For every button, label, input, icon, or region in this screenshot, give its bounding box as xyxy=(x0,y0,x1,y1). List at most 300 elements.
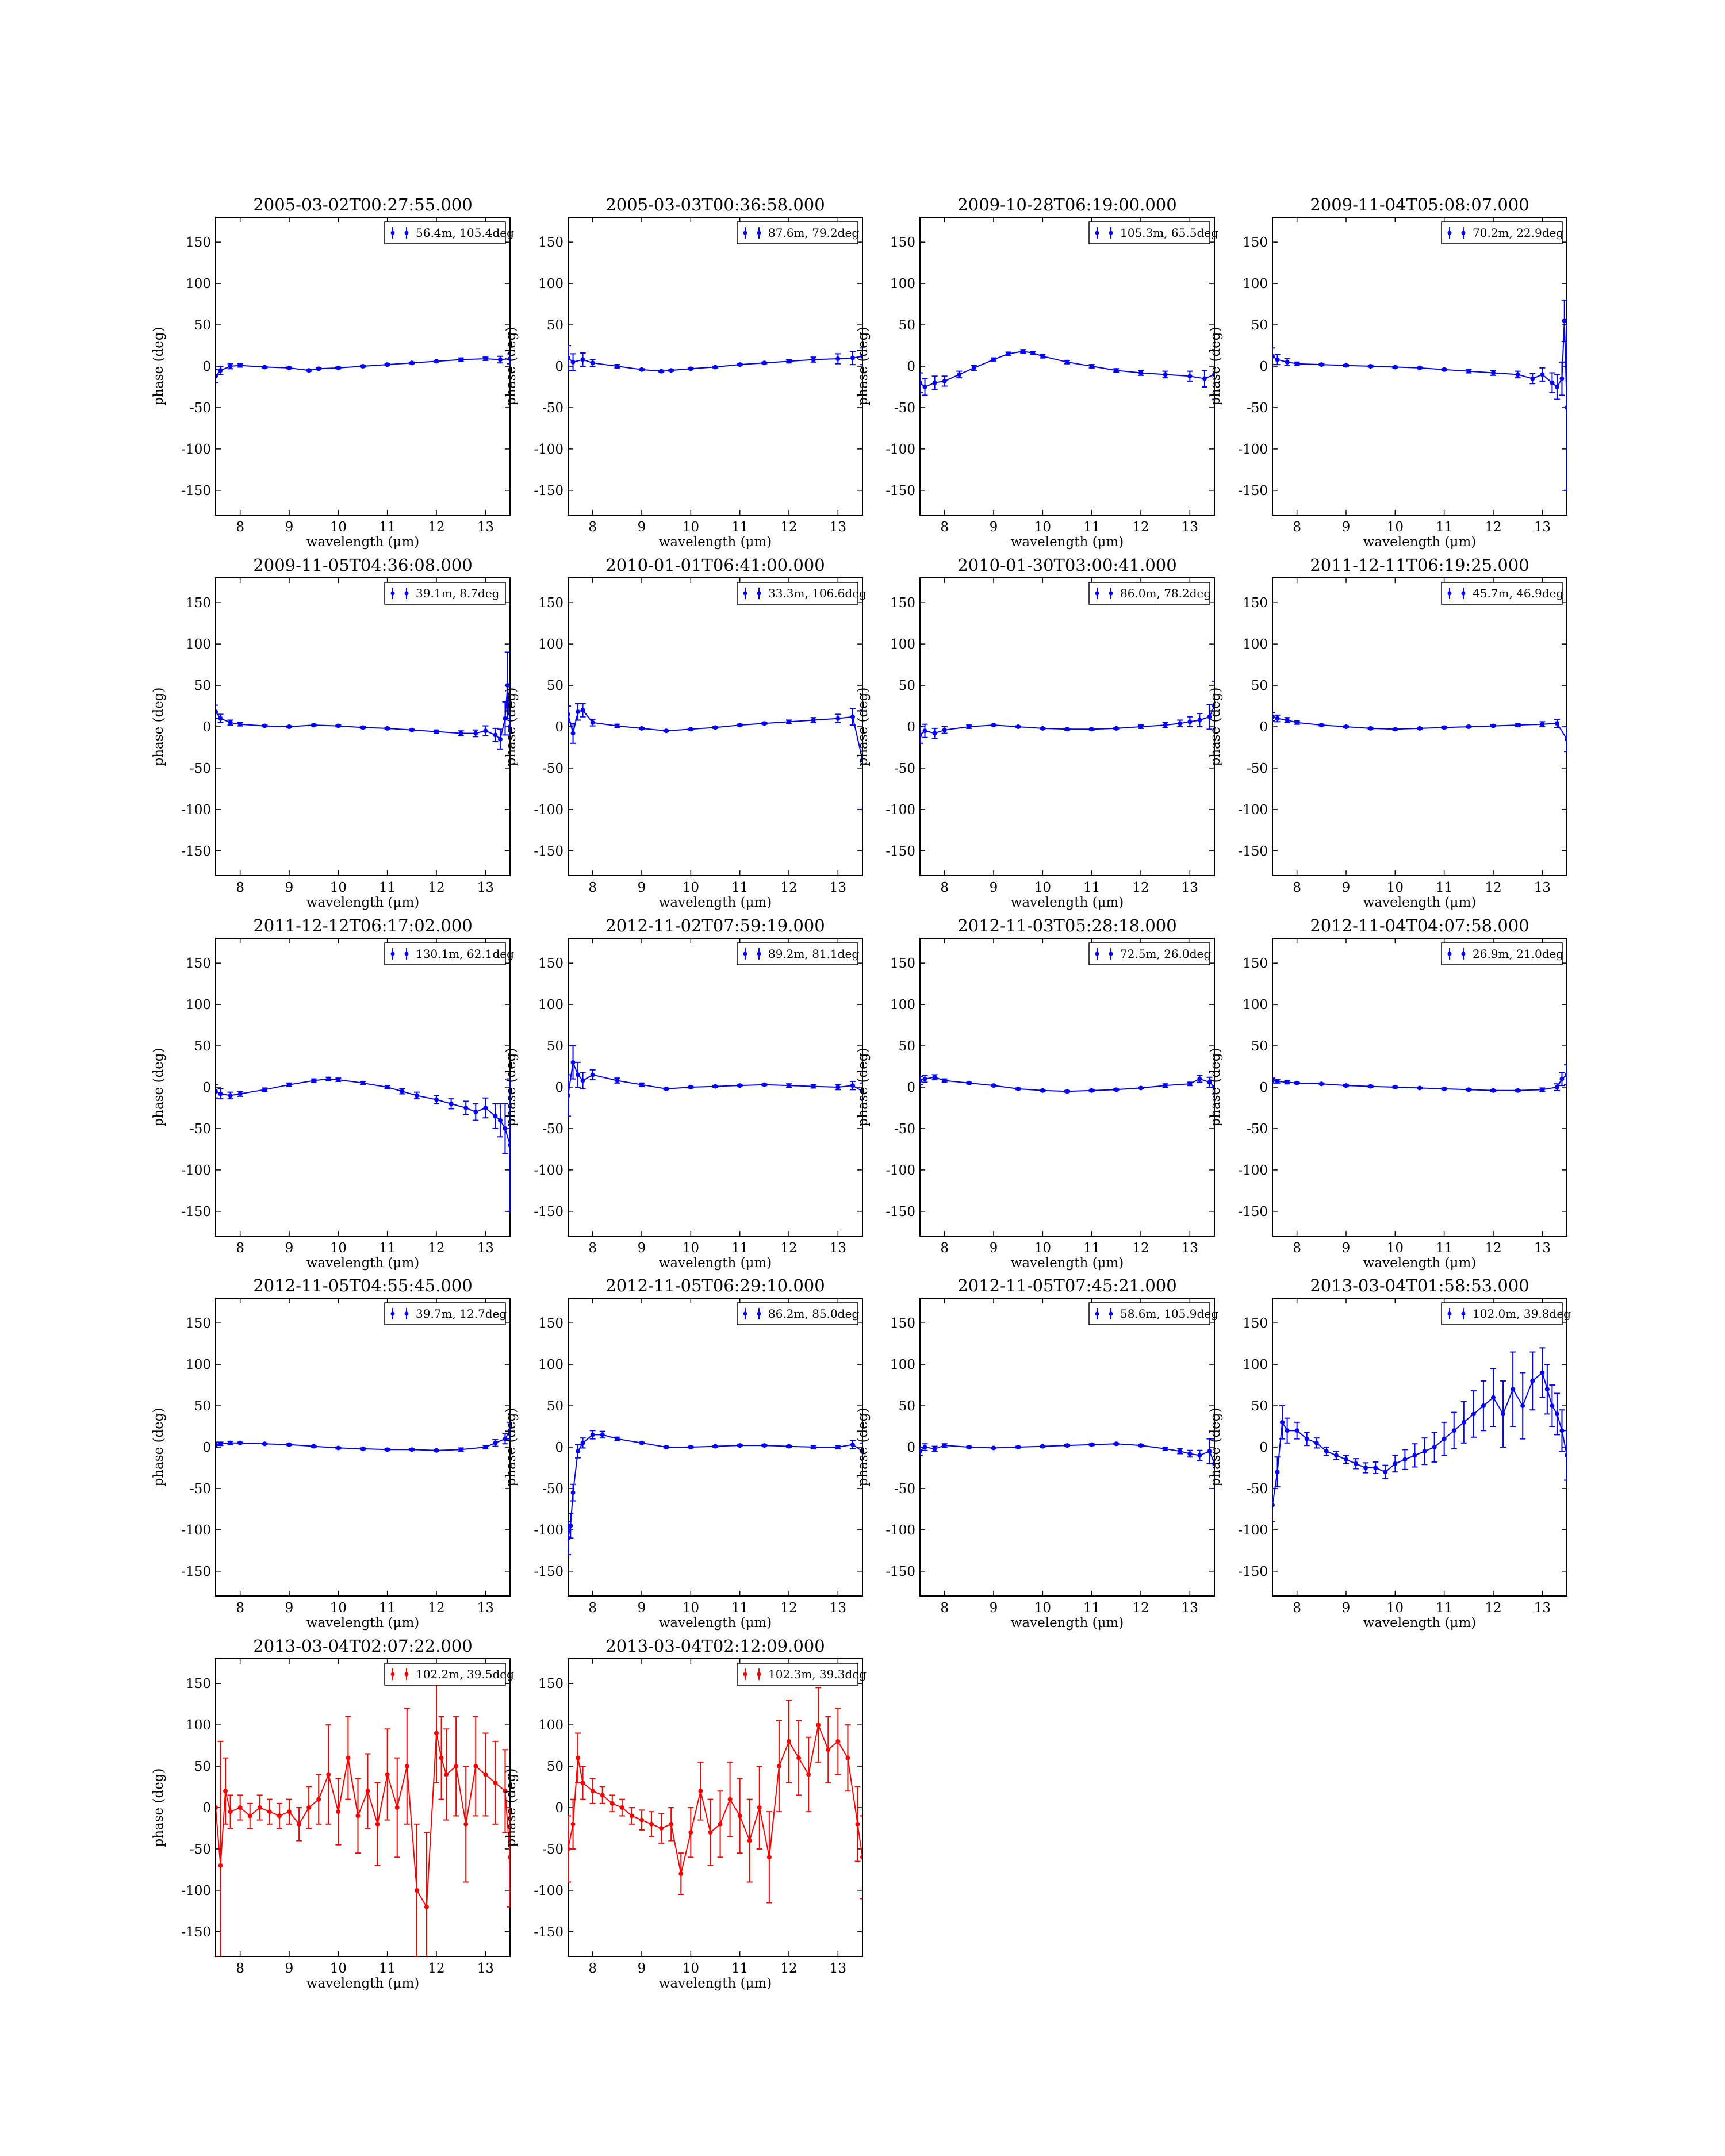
subplot-5 xyxy=(151,555,513,910)
legend-marker-point xyxy=(1109,952,1113,956)
data-point xyxy=(728,1797,733,1802)
data-point xyxy=(1344,724,1348,729)
data-point xyxy=(600,1432,605,1437)
data-point xyxy=(336,724,340,728)
data-point xyxy=(1285,1080,1290,1084)
data-point xyxy=(688,727,693,731)
data-point xyxy=(238,1805,243,1810)
y-tick-label: 100 xyxy=(1243,637,1268,653)
data-point xyxy=(923,1445,927,1449)
y-tick-label: 150 xyxy=(1243,235,1268,251)
y-axis-label: phase (deg) xyxy=(151,687,166,766)
x-tick-label: 9 xyxy=(989,880,998,895)
x-tick-label: 13 xyxy=(829,520,846,535)
data-point xyxy=(591,1432,595,1437)
y-tick-label: -50 xyxy=(542,1121,564,1137)
data-point xyxy=(566,1847,570,1851)
data-point xyxy=(571,1060,576,1065)
data-point xyxy=(967,1445,971,1449)
x-tick-label: 11 xyxy=(379,880,396,895)
y-tick-label: 0 xyxy=(1259,720,1268,735)
data-point xyxy=(483,356,488,361)
data-point xyxy=(738,1813,742,1818)
x-tick-label: 11 xyxy=(731,1241,749,1256)
y-tick-label: 50 xyxy=(546,1399,564,1414)
data-point xyxy=(713,365,718,369)
x-tick-label: 13 xyxy=(1534,880,1551,895)
data-point xyxy=(1555,1085,1559,1089)
subplot-title: 2011-12-12T06:17:02.000 xyxy=(253,916,473,935)
subplot-title: 2013-03-04T02:07:22.000 xyxy=(253,1636,473,1656)
y-axis-label: phase (deg) xyxy=(151,1768,166,1847)
y-tick-label: -50 xyxy=(894,1481,915,1497)
subplot-title: 2011-12-11T06:19:25.000 xyxy=(1310,555,1529,575)
data-point xyxy=(669,368,673,373)
data-point xyxy=(409,360,414,365)
axes-frame xyxy=(216,938,510,1236)
y-tick-label: 150 xyxy=(538,956,564,972)
data-point xyxy=(1187,1081,1192,1086)
subplot-14 xyxy=(504,1276,865,1631)
data-point xyxy=(1114,1087,1118,1092)
data-point xyxy=(409,1447,414,1452)
data-point xyxy=(498,1118,503,1123)
legend xyxy=(1442,222,1563,244)
subplot-title: 2012-11-05T06:29:10.000 xyxy=(605,1276,825,1295)
data-point xyxy=(213,1089,218,1094)
data-point xyxy=(1280,1420,1285,1425)
x-tick-label: 8 xyxy=(236,1961,244,1976)
legend-marker-point xyxy=(1448,231,1452,235)
subplot-8 xyxy=(1208,555,1570,910)
y-tick-label: 150 xyxy=(890,596,915,611)
data-point xyxy=(213,1805,218,1810)
data-point xyxy=(1442,725,1447,730)
data-point xyxy=(1442,1437,1447,1441)
data-point xyxy=(991,723,996,727)
y-tick-label: -150 xyxy=(181,1924,211,1940)
x-tick-label: 9 xyxy=(637,1241,646,1256)
data-point xyxy=(1090,727,1094,731)
y-tick-label: 150 xyxy=(890,956,915,972)
data-point xyxy=(1383,1470,1387,1474)
y-axis-label: phase (deg) xyxy=(504,1768,519,1847)
legend-marker-point xyxy=(757,952,761,956)
x-tick-label: 9 xyxy=(285,1601,294,1616)
y-tick-label: 0 xyxy=(555,1080,564,1095)
data-point xyxy=(615,724,619,728)
data-point xyxy=(1319,723,1324,727)
data-point xyxy=(1065,1443,1070,1448)
data-point xyxy=(639,726,644,731)
data-point xyxy=(1197,1453,1202,1457)
data-point xyxy=(787,1739,791,1744)
subplot-title: 2009-11-04T05:08:07.000 xyxy=(1310,195,1529,214)
legend-marker-point xyxy=(391,1672,395,1677)
data-point xyxy=(505,683,510,688)
data-point xyxy=(1417,726,1422,731)
x-tick-label: 9 xyxy=(989,1601,998,1616)
data-point xyxy=(957,372,961,377)
y-tick-label: -150 xyxy=(885,1204,915,1219)
y-tick-label: -150 xyxy=(181,843,211,859)
data-point xyxy=(1090,364,1094,369)
data-point xyxy=(1295,362,1300,366)
y-tick-label: 0 xyxy=(202,1440,211,1455)
x-tick-label: 10 xyxy=(682,1241,699,1256)
data-point xyxy=(493,1781,497,1785)
y-tick-label: 150 xyxy=(538,596,564,611)
data-point xyxy=(1565,737,1569,742)
data-point xyxy=(312,1078,316,1083)
data-point xyxy=(850,1083,855,1088)
subplot-title: 2005-03-02T00:27:55.000 xyxy=(253,195,473,214)
y-tick-label: 0 xyxy=(202,359,211,374)
legend-label: 102.3m, 39.3deg xyxy=(768,1667,867,1681)
legend-marker-point xyxy=(1095,231,1099,235)
data-point xyxy=(1040,354,1045,359)
y-axis-label: phase (deg) xyxy=(1208,1048,1223,1127)
data-point xyxy=(1501,1411,1505,1416)
data-point xyxy=(1016,1087,1021,1091)
data-point xyxy=(454,1764,458,1768)
legend-marker-point xyxy=(405,231,409,235)
data-point xyxy=(1466,369,1471,374)
y-tick-label: 50 xyxy=(546,678,564,694)
data-point xyxy=(459,1447,463,1452)
data-point xyxy=(688,1085,693,1089)
data-point xyxy=(312,1444,316,1449)
subplot-11 xyxy=(856,916,1217,1271)
x-tick-label: 13 xyxy=(1181,1601,1198,1616)
legend xyxy=(385,1663,514,1685)
y-tick-label: 50 xyxy=(194,1039,211,1054)
data-point xyxy=(850,356,855,360)
y-tick-label: 50 xyxy=(194,1399,211,1414)
data-point xyxy=(991,357,996,362)
data-point xyxy=(796,1756,801,1760)
data-point xyxy=(1432,1445,1437,1449)
y-tick-label: -50 xyxy=(542,1481,564,1497)
data-point xyxy=(493,1441,497,1445)
data-point xyxy=(1275,716,1280,721)
data-point xyxy=(228,1441,233,1445)
legend xyxy=(1089,943,1211,965)
data-point xyxy=(835,1739,840,1744)
y-tick-label: -150 xyxy=(534,1564,564,1579)
data-point xyxy=(218,1863,223,1868)
data-point xyxy=(581,357,585,362)
y-tick-label: -100 xyxy=(534,802,564,818)
data-point xyxy=(483,1106,488,1110)
data-point xyxy=(1555,1411,1559,1416)
data-point xyxy=(1516,372,1520,377)
data-point xyxy=(218,368,223,373)
x-axis-label: wavelength (μm) xyxy=(1010,895,1124,910)
data-point xyxy=(336,366,340,370)
data-point xyxy=(238,363,243,368)
axes-frame xyxy=(920,938,1214,1236)
x-tick-label: 8 xyxy=(588,1961,597,1976)
legend-label: 130.1m, 62.1deg xyxy=(416,947,514,961)
data-point xyxy=(1344,1083,1348,1088)
data-point xyxy=(718,1822,723,1827)
x-tick-label: 11 xyxy=(731,520,749,535)
x-tick-label: 13 xyxy=(477,1601,494,1616)
x-tick-label: 13 xyxy=(1534,1241,1551,1256)
y-tick-label: 150 xyxy=(890,1316,915,1332)
legend-marker-point xyxy=(743,952,747,956)
data-point xyxy=(1163,372,1168,377)
x-tick-label: 8 xyxy=(236,1601,244,1616)
data-point xyxy=(1324,1449,1329,1453)
legend-marker-point xyxy=(391,1312,395,1316)
y-tick-label: 150 xyxy=(186,235,211,251)
subplot-2 xyxy=(504,195,865,550)
x-tick-label: 11 xyxy=(1083,1241,1101,1256)
data-point xyxy=(1197,718,1202,722)
data-point xyxy=(218,1092,223,1096)
x-tick-label: 8 xyxy=(588,1601,597,1616)
data-point xyxy=(571,360,576,365)
data-point xyxy=(610,1801,615,1806)
data-point xyxy=(591,1072,595,1077)
x-tick-label: 12 xyxy=(780,1601,798,1616)
x-tick-label: 12 xyxy=(1132,880,1149,895)
legend-marker-point xyxy=(1462,231,1466,235)
data-point xyxy=(336,1445,340,1450)
legend xyxy=(737,582,867,604)
x-tick-label: 12 xyxy=(780,1961,798,1976)
data-point xyxy=(713,1444,718,1449)
legend-label: 72.5m, 26.0deg xyxy=(1120,947,1212,961)
data-point xyxy=(1305,1437,1309,1441)
data-point xyxy=(473,731,478,736)
data-point xyxy=(267,1809,272,1814)
data-point xyxy=(576,1756,580,1760)
x-tick-label: 8 xyxy=(236,520,244,535)
x-tick-label: 12 xyxy=(428,880,445,895)
data-point xyxy=(1187,374,1192,378)
legend-marker-point xyxy=(1448,1312,1452,1316)
legend xyxy=(737,1663,867,1685)
x-tick-label: 12 xyxy=(1485,1241,1502,1256)
subplot-title: 2013-03-04T01:58:53.000 xyxy=(1310,1276,1529,1295)
y-axis-label: phase (deg) xyxy=(504,687,519,766)
data-point xyxy=(1466,1087,1471,1092)
x-tick-label: 9 xyxy=(637,1601,646,1616)
subplot-12 xyxy=(1208,916,1570,1271)
data-point xyxy=(1491,371,1496,375)
data-point xyxy=(1442,1087,1447,1091)
y-tick-label: 150 xyxy=(1243,596,1268,611)
y-axis-label: phase (deg) xyxy=(856,687,871,766)
subplot-title: 2012-11-05T07:45:21.000 xyxy=(957,1276,1177,1295)
y-tick-label: -50 xyxy=(542,761,564,776)
y-axis-label: phase (deg) xyxy=(1208,687,1223,766)
y-tick-label: 100 xyxy=(890,1357,915,1373)
y-tick-label: -50 xyxy=(894,1121,915,1137)
subplot-title: 2009-10-28T06:19:00.000 xyxy=(957,195,1177,214)
x-axis-label: wavelength (μm) xyxy=(1010,1256,1124,1271)
data-point xyxy=(1021,349,1025,354)
data-point xyxy=(1285,1428,1290,1433)
y-tick-label: 150 xyxy=(890,235,915,251)
legend-marker-point xyxy=(1462,1312,1466,1316)
x-tick-label: 10 xyxy=(1034,1241,1051,1256)
data-point xyxy=(306,1805,311,1810)
data-point xyxy=(1138,371,1143,375)
data-point xyxy=(1550,381,1554,385)
data-point xyxy=(385,1447,390,1452)
x-axis-label: wavelength (μm) xyxy=(306,1976,420,1991)
x-tick-label: 8 xyxy=(940,880,949,895)
data-point xyxy=(1511,1387,1515,1391)
y-tick-label: -100 xyxy=(534,1522,564,1538)
data-point xyxy=(395,1805,400,1810)
data-point xyxy=(615,364,619,369)
data-point xyxy=(218,1441,223,1446)
data-point xyxy=(942,379,947,383)
legend xyxy=(737,943,859,965)
data-point xyxy=(258,1805,262,1810)
data-point xyxy=(615,1437,619,1441)
y-tick-label: -100 xyxy=(534,1883,564,1898)
data-point xyxy=(1368,1084,1373,1089)
data-point xyxy=(1462,1420,1466,1425)
y-tick-label: -50 xyxy=(894,761,915,776)
data-point xyxy=(238,1092,243,1096)
y-axis-label: phase (deg) xyxy=(151,327,166,406)
y-tick-label: -50 xyxy=(189,400,211,416)
data-point xyxy=(669,1822,673,1827)
data-point xyxy=(811,357,816,362)
x-tick-label: 10 xyxy=(1386,520,1404,535)
x-tick-label: 12 xyxy=(428,1241,445,1256)
data-point xyxy=(811,718,816,722)
legend-marker-point xyxy=(405,1312,409,1316)
x-tick-label: 11 xyxy=(379,1601,396,1616)
data-point xyxy=(1559,377,1564,381)
x-tick-label: 11 xyxy=(1436,520,1453,535)
subplot-title: 2013-03-04T02:12:09.000 xyxy=(605,1636,825,1656)
data-point xyxy=(1491,724,1496,728)
data-point xyxy=(1006,351,1011,356)
data-point xyxy=(326,1077,331,1081)
y-tick-label: -100 xyxy=(885,442,915,457)
data-point xyxy=(757,1805,762,1810)
data-point xyxy=(439,1756,444,1760)
x-tick-label: 12 xyxy=(1132,1241,1149,1256)
data-point xyxy=(850,1443,855,1447)
data-point xyxy=(1393,1085,1397,1089)
data-point xyxy=(434,359,439,363)
x-tick-label: 9 xyxy=(989,1241,998,1256)
data-point xyxy=(336,1809,340,1814)
data-point xyxy=(400,1089,404,1094)
data-point xyxy=(1363,1466,1368,1470)
y-tick-label: 100 xyxy=(186,637,211,653)
subplot-9 xyxy=(151,916,514,1271)
data-point xyxy=(1275,357,1280,362)
y-tick-label: -50 xyxy=(1246,1121,1268,1137)
subplot-title: 2009-11-05T04:36:08.000 xyxy=(253,555,473,575)
data-point xyxy=(361,1447,365,1451)
data-point xyxy=(1040,1444,1045,1449)
legend-marker-point xyxy=(1095,592,1099,596)
legend-label: 58.6m, 105.9deg xyxy=(1120,1307,1218,1321)
data-point xyxy=(1114,1441,1118,1446)
y-tick-label: 100 xyxy=(538,1357,564,1373)
y-axis-label: phase (deg) xyxy=(856,1048,871,1127)
subplot-17 xyxy=(151,1636,514,1991)
data-point xyxy=(262,1441,267,1446)
data-point xyxy=(967,724,971,729)
data-point xyxy=(508,1143,512,1148)
data-point xyxy=(620,1805,624,1810)
y-tick-label: 50 xyxy=(194,318,211,333)
data-point xyxy=(385,1085,390,1089)
data-point xyxy=(566,712,570,716)
data-point xyxy=(581,708,585,712)
data-point xyxy=(942,1078,947,1083)
data-point xyxy=(566,1093,570,1098)
y-axis-label: phase (deg) xyxy=(1208,327,1223,406)
legend xyxy=(1442,582,1563,604)
x-tick-label: 10 xyxy=(329,1961,347,1976)
data-point xyxy=(933,1075,937,1080)
legend-marker-point xyxy=(1109,231,1113,235)
data-point xyxy=(738,362,742,367)
data-point xyxy=(1344,1457,1348,1462)
x-tick-label: 11 xyxy=(1083,880,1101,895)
data-point xyxy=(762,1443,766,1448)
y-tick-label: 0 xyxy=(202,1801,211,1816)
data-point xyxy=(1412,1453,1417,1457)
x-axis-label: wavelength (μm) xyxy=(658,535,772,550)
y-tick-label: 0 xyxy=(1259,359,1268,374)
legend-marker-point xyxy=(1462,952,1466,956)
data-point xyxy=(228,720,233,725)
x-tick-label: 12 xyxy=(1485,520,1502,535)
data-point xyxy=(1393,365,1397,369)
x-axis-label: wavelength (μm) xyxy=(658,1256,772,1271)
y-tick-label: 50 xyxy=(898,1399,915,1414)
x-tick-label: 12 xyxy=(428,520,445,535)
data-point xyxy=(1138,1085,1143,1090)
x-tick-label: 8 xyxy=(588,880,597,895)
data-point xyxy=(228,1093,233,1098)
data-point xyxy=(326,1772,331,1777)
subplot-title: 2012-11-05T04:55:45.000 xyxy=(253,1276,473,1295)
subplot-title: 2010-01-01T06:41:00.000 xyxy=(605,555,825,575)
legend-marker-point xyxy=(1448,592,1452,596)
data-point xyxy=(835,1445,840,1449)
x-axis-label: wavelength (μm) xyxy=(1010,1616,1124,1631)
data-point xyxy=(1163,1447,1168,1451)
subplot-18 xyxy=(504,1636,867,1991)
data-point xyxy=(228,1809,233,1814)
data-point xyxy=(918,732,922,737)
data-point xyxy=(568,1524,573,1528)
data-point xyxy=(1373,1466,1378,1470)
x-tick-label: 10 xyxy=(1386,1241,1404,1256)
data-point xyxy=(615,1078,619,1083)
data-point xyxy=(1516,1088,1520,1093)
data-point xyxy=(1138,724,1143,729)
data-point xyxy=(918,1078,922,1083)
x-tick-label: 11 xyxy=(731,1601,749,1616)
